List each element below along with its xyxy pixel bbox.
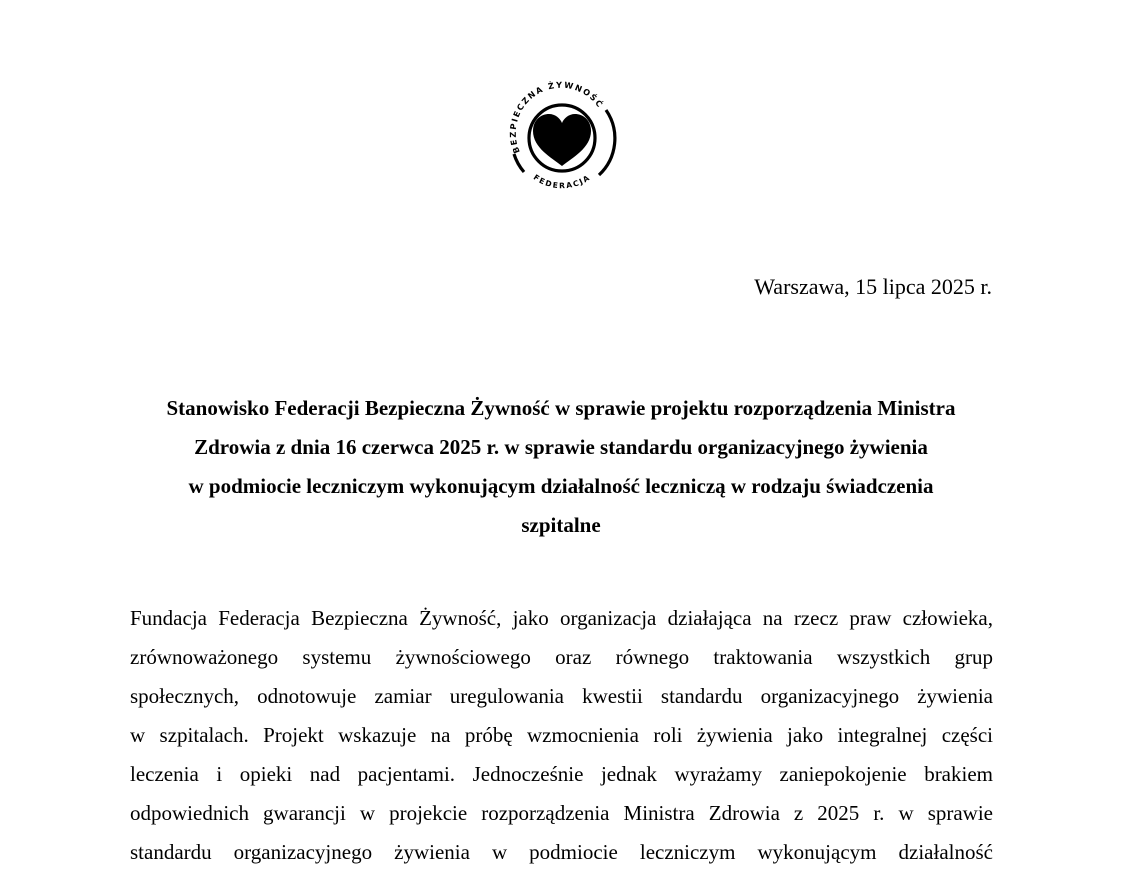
- paragraph-line: w szpitalach. Projekt wskazuje na próbę wzmocnienia roli żywienia jako integralnej części: [130, 723, 993, 747]
- title-line: w podmiocie leczniczym wykonującym działalność leczniczą w rodzaju świadczenia: [188, 474, 934, 498]
- paragraph-line: leczenia i opieki nad pacjentami. Jednocześnie jednak wyrażamy zaniepokojenie brakiem: [130, 762, 993, 786]
- svg-text:FEDERACJA: [532, 173, 592, 191]
- logo-arc-bottom-text: FEDERACJA: [531, 172, 593, 191]
- title-line: Zdrowia z dnia 16 czerwca 2025 r. w sprawie standardu organizacyjnego żywienia: [194, 435, 928, 459]
- logo-ring-right: [599, 110, 615, 175]
- paragraph-line: odpowiednich gwarancji w projekcie rozporządzenia Ministra Zdrowia z 2025 r. w sprawie: [130, 801, 993, 825]
- federation-logo: [500, 76, 624, 200]
- paragraph-line: Fundacja Federacja Bezpieczna Żywność, jako organizacja działająca na rzecz praw człowieka,: [130, 606, 993, 630]
- heart-icon: [533, 114, 591, 166]
- paragraph-line: zrównoważonego systemu żywnościowego oraz równego traktowania wszystkich grup: [130, 645, 993, 669]
- title-line: szpitalne: [521, 513, 601, 537]
- logo-arc-top-text: BEZPIECZNA ŻYWNOŚĆ: [507, 79, 606, 155]
- paragraph-line: społecznych, odnotowuje zamiar uregulowania kwestii standardu organizacyjnego żywienia: [130, 684, 993, 708]
- date-line: Warszawa, 15 lipca 2025 r.: [754, 274, 992, 299]
- logo-graphic: [500, 76, 624, 200]
- title-line: Stanowisko Federacji Bezpieczna Żywność w sprawie projektu rozporządzenia Ministra: [166, 396, 956, 420]
- document-title: [128, 389, 994, 545]
- logo-ring-left: [514, 154, 524, 172]
- paragraph-line: standardu organizacyjnego żywienia w podmiocie leczniczym wykonującym działalność: [130, 840, 993, 864]
- body-paragraph: [130, 599, 993, 872]
